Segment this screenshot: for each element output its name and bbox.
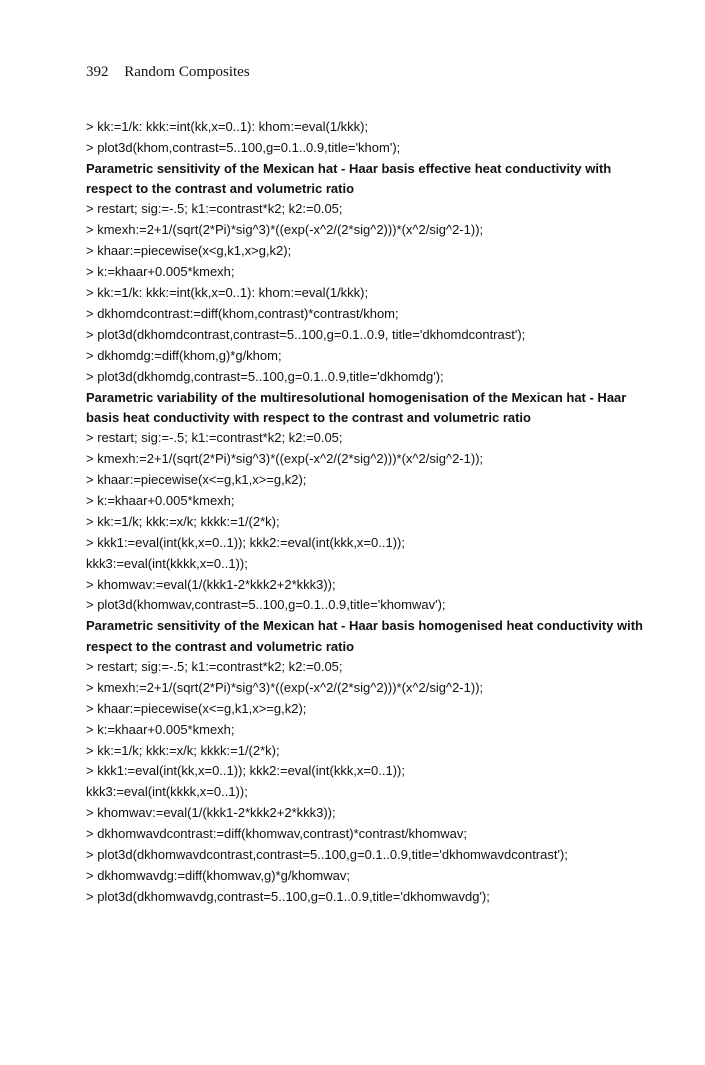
code-line: > restart; sig:=-.5; k1:=contrast*k2; k2:=0.05; xyxy=(86,201,343,217)
code-line: > kk:=1/k; kkk:=x/k; kkkk:=1/(2*k); xyxy=(86,742,280,758)
code-line: > restart; sig:=-.5; k1:=contrast*k2; k2:=0.05; xyxy=(86,658,343,674)
code-line: > kk:=1/k: kkk:=int(kk,x=0..1): khom:=eval(1/kkk); xyxy=(86,285,369,301)
section-heading: Parametric sensitivity of the Mexican hat - Haar basis effective heat conductivity with respect to the contrast and volumetric ratio xyxy=(86,160,612,197)
code-line: > kmexh:=2+1/(sqrt(2*Pi)*sig^3)*((exp(-x^2/(2*sig^2)))*(x^2/sig^2-1)); xyxy=(86,222,484,238)
code-line: > khaar:=piecewise(x<g,k1,x>g,k2); xyxy=(86,243,292,259)
code-line: kkk3:=eval(int(kkkk,x=0..1)); xyxy=(86,555,248,571)
code-line: > restart; sig:=-.5; k1:=contrast*k2; k2:=0.05; xyxy=(86,430,343,446)
code-line: kkk3:=eval(int(kkkk,x=0..1)); xyxy=(86,784,248,800)
code-line: > kkk1:=eval(int(kk,x=0..1)); kkk2:=eval(int(kkk,x=0..1)); xyxy=(86,534,405,550)
code-line: > plot3d(dkhomwavdcontrast,contrast=5..100,g=0.1..0.9,title='dkhomwavdcontrast'); xyxy=(86,847,568,863)
code-line: > plot3d(dkhomwavdg,contrast=5..100,g=0.1..0.9,title='dkhomwavdg'); xyxy=(86,888,490,904)
code-line: > dkhomwavdcontrast:=diff(khomwav,contrast)*contrast/khomwav; xyxy=(86,826,468,842)
code-line: > plot3d(khom,contrast=5..100,g=0.1..0.9,title='khom'); xyxy=(86,139,401,155)
code-line: > khaar:=piecewise(x<=g,k1,x>=g,k2); xyxy=(86,471,307,487)
code-line: > dkhomwavdg:=diff(khomwav,g)*g/khomwav; xyxy=(86,867,350,883)
code-line: > kk:=1/k; kkk:=x/k; kkkk:=1/(2*k); xyxy=(86,513,280,529)
code-line: > k:=khaar+0.005*kmexh; xyxy=(86,264,235,280)
code-line: > k:=khaar+0.005*kmexh; xyxy=(86,492,235,508)
code-line: > khomwav:=eval(1/(kkk1-2*kkk2+2*kkk3)); xyxy=(86,576,336,592)
running-header xyxy=(86,64,250,81)
code-line: > plot3d(khomwav,contrast=5..100,g=0.1..0.9,title='khomwav'); xyxy=(86,597,446,613)
code-line: > khomwav:=eval(1/(kkk1-2*kkk2+2*kkk3)); xyxy=(86,805,336,821)
page-number: 392 xyxy=(86,64,109,80)
code-line: > kmexh:=2+1/(sqrt(2*Pi)*sig^3)*((exp(-x^2/(2*sig^2)))*(x^2/sig^2-1)); xyxy=(86,679,484,695)
code-line: > khaar:=piecewise(x<=g,k1,x>=g,k2); xyxy=(86,700,307,716)
code-line: > kkk1:=eval(int(kk,x=0..1)); kkk2:=eval(int(kkk,x=0..1)); xyxy=(86,763,405,779)
code-line: > kmexh:=2+1/(sqrt(2*Pi)*sig^3)*((exp(-x^2/(2*sig^2)))*(x^2/sig^2-1)); xyxy=(86,451,484,467)
maple-code-listing xyxy=(86,117,646,908)
code-line: > plot3d(dkhomdg,contrast=5..100,g=0.1..0.9,title='dkhomdg'); xyxy=(86,368,444,384)
code-line: > k:=khaar+0.005*kmexh; xyxy=(86,721,235,737)
section-heading: Parametric variability of the multiresolutional homogenisation of the Mexican hat - Haar basis heat conductivity with respect to the contrast and volumetric ratio xyxy=(86,389,627,425)
code-line: > plot3d(dkhomdcontrast,contrast=5..100,g=0.1..0.9, title='dkhomdcontrast'); xyxy=(86,326,526,342)
running-title: Random Composites xyxy=(124,64,250,80)
code-line: > dkhomdcontrast:=diff(khom,contrast)*contrast/khom; xyxy=(86,305,399,321)
code-line: > dkhomdg:=diff(khom,g)*g/khom; xyxy=(86,347,282,363)
section-heading: Parametric sensitivity of the Mexican hat - Haar basis homogenised heat conductivity with respect to the contrast and volumetric ratio xyxy=(86,618,643,654)
code-line: > kk:=1/k: kkk:=int(kk,x=0..1): khom:=eval(1/kkk); xyxy=(86,119,369,134)
